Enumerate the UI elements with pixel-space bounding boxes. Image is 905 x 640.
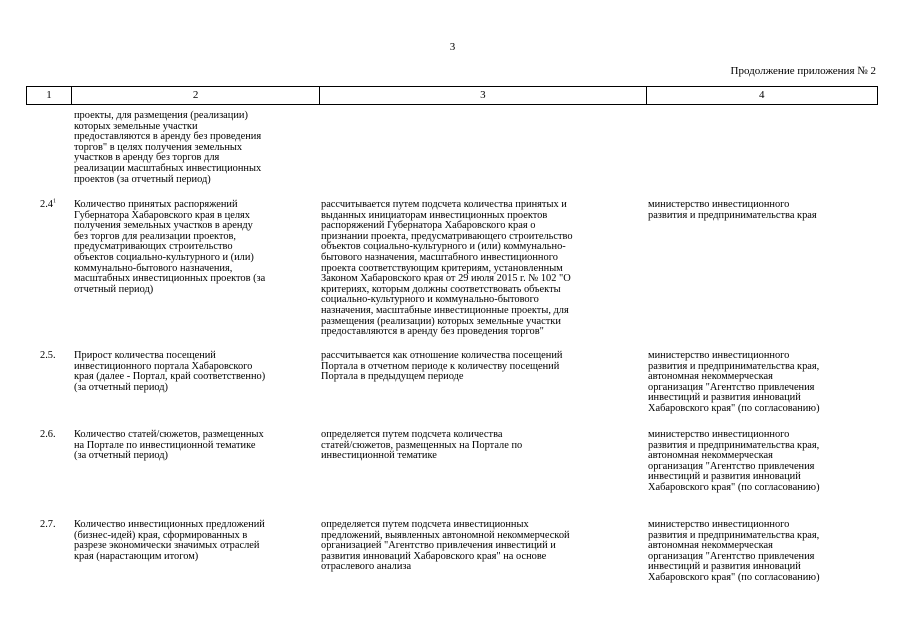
column-header-4: 4: [646, 87, 877, 104]
row-number: $2.4^1$: [40, 198, 56, 210]
indicator-text: Количество статей/сюжетов, размещенных на Портале по инвестиционной тематике (за отчетный период): [74, 429, 264, 462]
indicator-text: Количество принятых распоряжений Губернатора Хабаровского края в целях получения земельных участков в аренду без торгов для реализации проектов, предусматривающих строительство объектов социально-культурного и (или) коммунально-бытового назначения, масштабных инвестиционных проектов (за отчетный период): [74, 199, 266, 295]
column-header-3: 3: [319, 87, 645, 104]
method-text: рассчитывается как отношение количества посещений Портала в отчетном периоде к количеству посещений Портала в предыдущем периоде: [321, 350, 563, 383]
responsible-text: министерство инвестиционного развития и предпринимательства края: [648, 199, 817, 221]
row-number: 2.5.: [40, 350, 56, 361]
responsible-text: министерство инвестиционного развития и предпринимательства края, автономная некоммерческая организация "Агентство привлечения инвестиций и развития инноваций Хабаровского края" (по согласованию): [648, 350, 820, 414]
method-text: определяется путем подсчета инвестиционных предложений, выявленных автономной некоммерческой организацией "Агентство привлечения инвестиций и развития инноваций Хабаровского края" на основе отраслевого анализа: [321, 519, 570, 573]
indicator-text: Прирост количества посещений инвестиционного портала Хабаровского края (далее - Портал, край соответственно) (за отчетный период): [74, 350, 266, 393]
table-header: [26, 86, 878, 105]
responsible-text: министерство инвестиционного развития и предпринимательства края, автономная некоммерческая организация "Агентство привлечения инвестиций и развития инноваций Хабаровского края" (по согласованию): [648, 519, 820, 583]
row-number: 2.6.: [40, 429, 56, 440]
row-number: 2.7.: [40, 519, 56, 530]
method-text: рассчитывается путем подсчета количества принятых и выданных инициаторам инвестиционных проектов распоряжений Губернатора Хабаровского края о признании проекта, предусматривающего строительство объектов социально-культурного и (или) коммунально- бытового назначения, масштабного инвестиционного проекта соответствующим критериям, установленным Законом Хабаровского края от 29 июля 2015 г. № 102 "О критериях, которым должны соответствовать объекты социально-культурного и коммунально-бытового назначения, масштабные инвестиционные проекты, для размещения (реализации) которых земельные участки предоставляются в аренду без проведения торгов": [321, 199, 573, 338]
responsible-text: министерство инвестиционного развития и предпринимательства края, автономная некоммерческая организация "Агентство привлечения инвестиций и развития инноваций Хабаровского края" (по согласованию): [648, 429, 820, 493]
column-header-2: 2: [71, 87, 319, 104]
column-header-1: 1: [46, 89, 52, 101]
continuation-label: Продолжение приложения № 2: [730, 65, 876, 77]
indicator-text: Количество инвестиционных предложений (бизнес-идей) края, сформированных в разрезе экономически значимых отраслей края (нарастающим итогом): [74, 519, 265, 562]
method-text: определяется путем подсчета количества статей/сюжетов, размещенных на Портале по инвестиционной тематике: [321, 429, 523, 462]
page-number: 3: [449, 41, 456, 53]
indicator-text: проекты, для размещения (реализации) которых земельные участки предоставляются в аренду без проведения торгов" в целях получения земельных участков в аренду без торгов для реализации масштабных инвестиционных проектов (за отчетный период): [74, 110, 262, 185]
